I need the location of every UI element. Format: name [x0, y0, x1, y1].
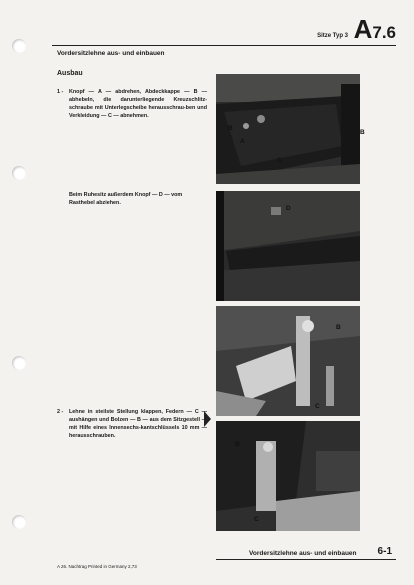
step-1	[57, 88, 207, 120]
page-title: Vordersitzlehne aus- und einbauen	[57, 50, 165, 57]
step-text: Knopf — A — abdrehen, Abdeckkappe — B — abhebeln, die darunterliegende Kreuzschlitz-schraube mit Unterlegscheibe herausschrau-ben und Verkleidung — C — abnehmen.	[69, 89, 207, 119]
callout-b: B	[228, 125, 233, 132]
callout-a: A	[240, 138, 245, 145]
header-rule	[52, 45, 396, 46]
section-label: Sitze Typ 3	[317, 33, 348, 39]
binder-hole	[12, 515, 26, 529]
footer-title: Vordersitzlehne aus- und einbauen	[249, 550, 357, 557]
imprint: A 26. Nachtrag Printed in Germany 2,73	[57, 564, 137, 569]
callout-c: C	[254, 516, 259, 523]
section-code-number: 7.6	[372, 23, 396, 42]
step-number: 2 -	[57, 409, 64, 415]
callout-b: B	[235, 441, 240, 448]
photo-frame-bolt	[216, 421, 360, 531]
pointer-arrow	[204, 411, 211, 427]
section-code-letter: A	[353, 14, 373, 44]
callout-b: B	[336, 324, 341, 331]
binder-hole	[12, 39, 26, 53]
ausbau-heading: Ausbau	[57, 70, 83, 77]
callout-d: D	[286, 205, 291, 212]
step-number: 1 -	[57, 89, 64, 95]
callout-c: C	[277, 157, 282, 164]
binder-hole	[12, 166, 26, 180]
footer-rule	[216, 559, 396, 560]
step-2	[57, 408, 207, 440]
binder-hole	[12, 356, 26, 370]
section-code	[354, 16, 396, 42]
photo-seat-trim	[216, 74, 360, 184]
step-text: Lehne in steilste Stellung klappen, Federn — C — aushängen und Bolzen — B — aus dem Sitzgestell — mit Hilfe eines Innensechs-kantschlüssels 10 mm — herausschrauben.	[69, 409, 207, 439]
callout-b: B	[360, 129, 365, 136]
page-number: 6-1	[377, 546, 392, 557]
photo-hinge-springs	[216, 306, 360, 416]
callout-c: C	[315, 403, 320, 410]
ruhesitz-note: Beim Ruhesitz außerdem Knopf — D — vom Rasthebel abziehen.	[69, 192, 183, 206]
